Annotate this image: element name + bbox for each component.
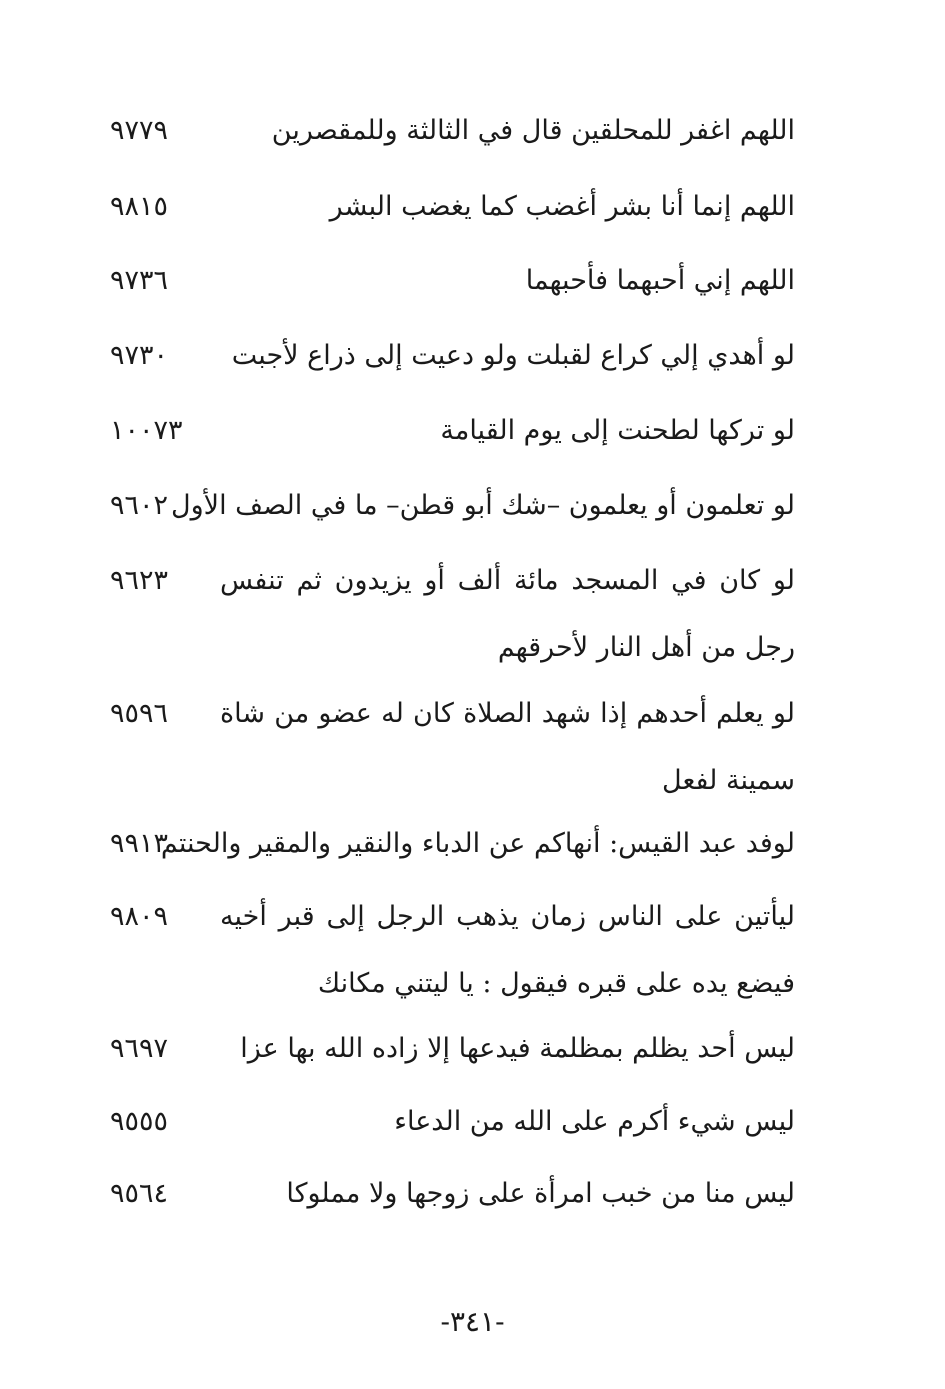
entry-number: ٩٨١٥ bbox=[110, 191, 169, 222]
entry-text: لو يعلم أحدهم إذا شهد الصلاة كان له عضو من شاة سمينة لفعل bbox=[220, 698, 795, 796]
entry-number: ٩٧٣٦ bbox=[110, 265, 169, 296]
entry-text: لو كان في المسجد مائة ألف أو يزيدون ثم تنفس رجل من أهل النار لأحرقهم bbox=[220, 565, 795, 663]
entry-text: ليس منا من خبب امرأة على زوجها ولا مملوكا bbox=[286, 1178, 795, 1209]
entry-number: ٩٥٦٤ bbox=[110, 1178, 169, 1209]
entry-number: ٩٦٩٧ bbox=[110, 1033, 169, 1064]
entry-text: اللهم إني أحبهما فأحبهما bbox=[525, 265, 795, 296]
entry-number: ٩٥٥٥ bbox=[110, 1106, 169, 1137]
entry-text: ليأتين على الناس زمان يذهب الرجل إلى قبر أخيه فيضع يده على قبره فيقول : يا ليتني مكانك bbox=[220, 901, 795, 999]
entry-text: ليس أحد يظلم بمظلمة فيدعها إلا زاده الله بها عزا bbox=[240, 1033, 795, 1064]
entry-text: اللهم إنما أنا بشر أغضب كما يغضب البشر bbox=[329, 191, 795, 222]
entry-number: ٩٧٧٩ bbox=[110, 115, 169, 146]
entry-text: لوفد عبد القيس: أنهاكم عن الدباء والنقير والمقير والحنتم bbox=[160, 828, 795, 859]
page-number: -٣٤١- bbox=[440, 1305, 505, 1338]
entry-number: ١٠٠٧٣ bbox=[110, 415, 183, 446]
entry-number: ٩٥٩٦ bbox=[110, 698, 169, 729]
entry-text: لو تعلمون أو يعلمون –شك أبو قطن– ما في الصف الأول bbox=[171, 490, 795, 521]
entry-number: ٩٦٠٢ bbox=[110, 490, 169, 521]
entry-text: اللهم اغفر للمحلقين قال في الثالثة وللمقصرين bbox=[271, 115, 795, 146]
entry-number: ٩٧٣٠ bbox=[110, 340, 169, 371]
entry-text: ليس شيء أكرم على الله من الدعاء bbox=[394, 1106, 795, 1137]
entry-text: لو تركها لطحنت إلى يوم القيامة bbox=[440, 415, 795, 446]
entry-text: لو أهدي إلي كراع لقبلت ولو دعيت إلى ذراع لأجبت bbox=[231, 340, 795, 371]
entry-number: ٩٨٠٩ bbox=[110, 901, 169, 932]
entry-number: ٩٦٢٣ bbox=[110, 565, 169, 596]
entry-number: ٩٩١٣ bbox=[110, 828, 169, 859]
